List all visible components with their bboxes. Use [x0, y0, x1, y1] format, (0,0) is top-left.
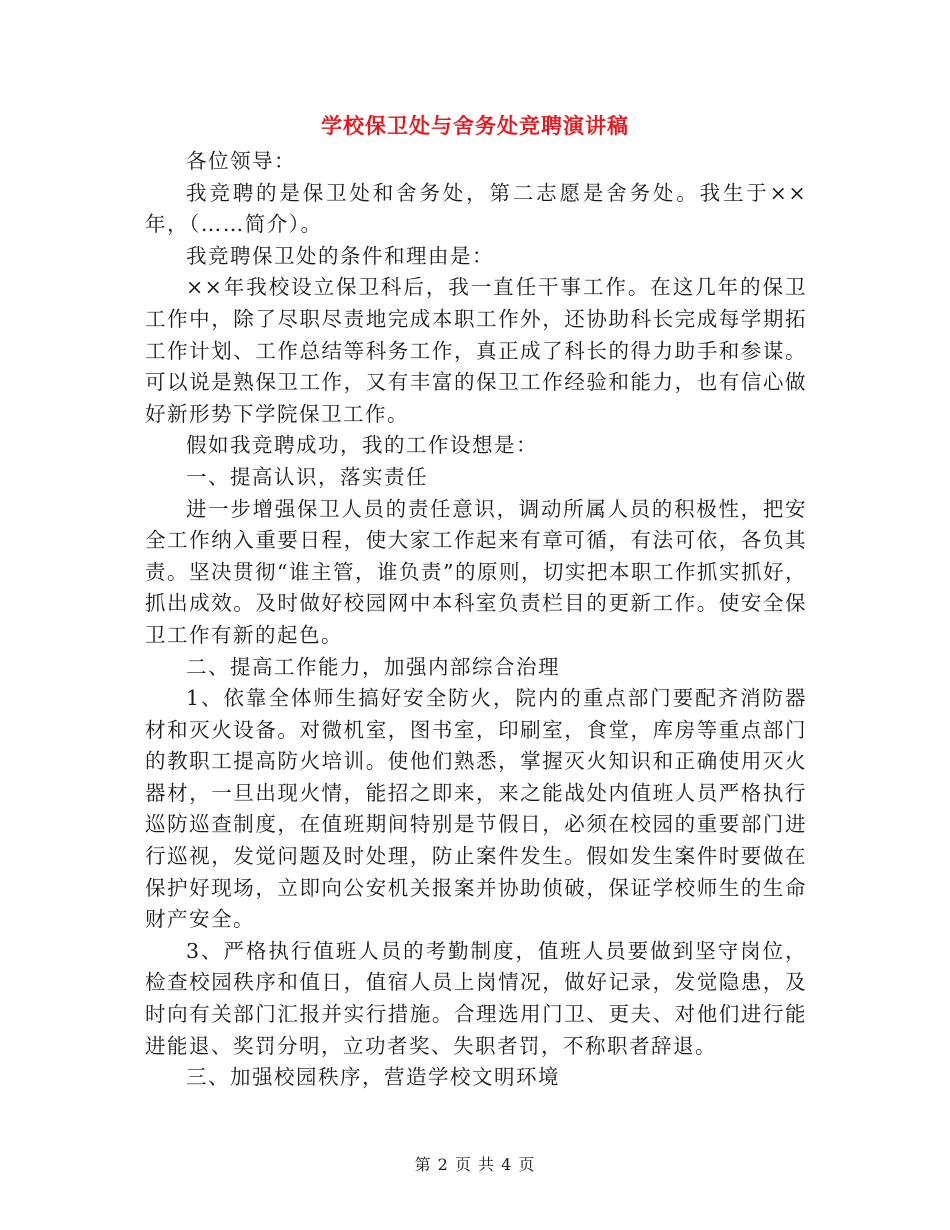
section-heading-1: 一、提高认识，落实责任 [186, 464, 428, 489]
section-heading-3: 三、加强校园秩序，营造学校文明环境 [186, 1065, 560, 1090]
paragraph-experience: ××年我校设立保卫科后，我一直任干事工作。在这几年的保卫工作中，除了尽职尽责地完成本职工作外，还协助科长完成每学期拓工作计划、工作总结等科务工作，真正成了科长的得力助手和参谋。可以说是熟保卫工作，又有丰富的保卫工作经验和能力，也有信心做好新形势下学院保卫工作。 [145, 275, 807, 426]
section-heading-2: 二、提高工作能力，加强内部综合治理 [186, 654, 560, 679]
paragraph-plan-lead: 假如我竞聘成功，我的工作设想是： [186, 433, 538, 458]
paragraph-fire-safety: 1、依靠全体师生搞好安全防火，院内的重点部门要配齐消防器材和灭火设备。对微机室，图书室，印刷室，食堂，库房等重点部门的教职工提高防火培训。使他们熟悉，掌握灭火知识和正确使用灭火器材，一旦出现火情，能招之即来，来之能战处内值班人员严格执行巡防巡查制度，在值班期间特别是节假日，必须在校园的重要部门进行巡视，发觉问题及时处理，防止案件发生。假如发生案件时要做在保护好现场，立即向公安机关报案并协助侦破，保证学校师生的生命财产安全。 [145, 686, 807, 932]
page-footer: 第 2 页 共 4 页 [414, 1155, 536, 1174]
paragraph-salutation: 各位领导： [186, 149, 296, 173]
document-title: 学校保卫处与舍务处竞聘演讲稿 [321, 114, 629, 138]
paragraph-reasons-lead: 我竞聘保卫处的条件和理由是： [186, 243, 494, 268]
document-body [145, 146, 807, 1094]
paragraph-responsibility: 进一步增强保卫人员的责任意识，调动所属人员的积极性，把安全工作纳入重要日程，使大家工作起来有章可循，有法可依，各负其责。坚决贯彻“谁主管，谁负责”的原则，切实把本职工作抓实抓好，抓出成效。及时做好校园网中本科室负责栏目的更新工作。使安全保卫工作有新的起色。 [145, 496, 807, 647]
paragraph-intro: 我竞聘的是保卫处和舍务处，第二志愿是舍务处。我生于××年，（……简介）。 [145, 180, 807, 237]
paragraph-duty-attendance: 3、严格执行值班人员的考勤制度，值班人员要做到坚守岗位，检查校园秩序和值日，值宿人员上岗情况，做好记录，发觉隐患，及时向有关部门汇报并实行措施。合理选用门卫、更夫、对他们进行能进能退、奖罚分明，立功者奖、失职者罚，不称职者辞退。 [145, 938, 807, 1058]
